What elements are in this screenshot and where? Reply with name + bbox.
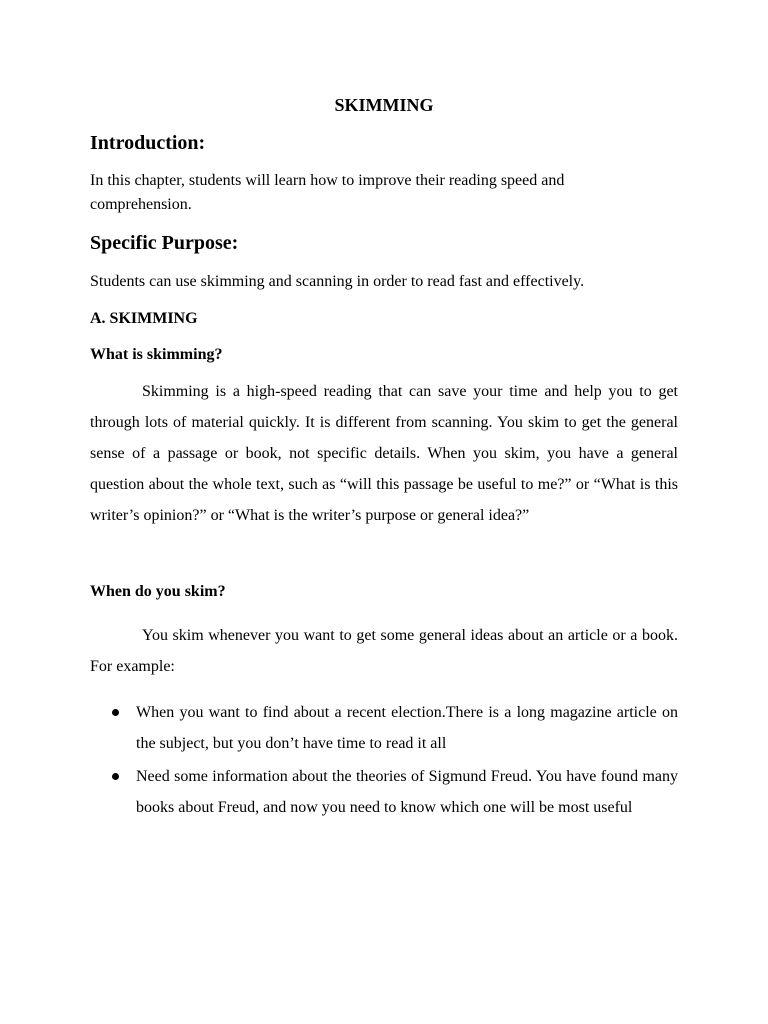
section-a-heading: A. SKIMMING [90,310,198,327]
list-item [90,761,678,823]
introduction-heading: Introduction: [90,132,206,154]
what-is-skimming-heading: What is skimming? [90,346,223,363]
when-do-you-skim-paragraph: You skim whenever you want to get some general ideas about an article or a book. For example: [90,627,678,675]
list-item-text: When you want to find about a recent election.There is a long magazine article on the subject, but you don’t have time to read it all [136,704,678,752]
bullet-icon [112,709,119,716]
list-item-text: Need some information about the theories of Sigmund Freud. You have found many books about Freud, and now you need to know which one will be most useful [136,768,678,816]
document-title: SKIMMING [334,95,434,115]
specific-purpose-text: Students can use skimming and scanning in order to read fast and effectively. [90,273,585,290]
what-is-skimming-paragraph: Skimming is a high-speed reading that can save your time and help you to get through lots of material quickly. It is different from scanning. You skim to get the general sense of a passage or book, not specific details. When you skim, you have a general question about the whole text, such as “will this passage be useful to me?” or “What is this writer’s opinion?” or “What is the writer’s purpose or general idea?” [90,383,678,524]
specific-purpose-heading: Specific Purpose: [90,232,239,254]
list-item [90,697,678,759]
when-do-you-skim-heading: When do you skim? [90,583,226,600]
bullet-icon [112,773,119,780]
introduction-text: In this chapter, students will learn how to improve their reading speed and comprehension. [90,172,565,213]
examples-list [90,697,678,825]
